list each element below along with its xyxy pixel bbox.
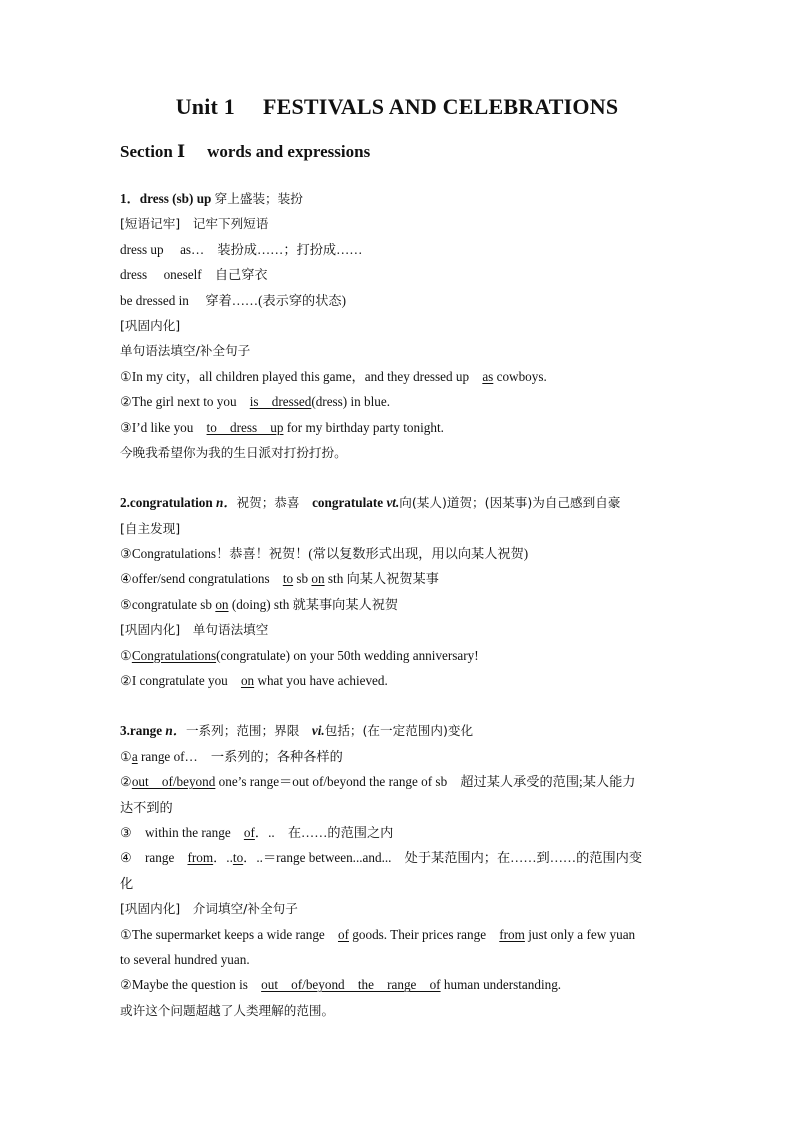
item-heading xyxy=(120,186,676,211)
exercise-sentence xyxy=(120,668,676,693)
part-of-speech: n． xyxy=(215,495,237,511)
section-heading xyxy=(120,142,370,162)
vocabulary-content xyxy=(120,186,676,1023)
phrase-line xyxy=(120,845,676,870)
phrase-line-continued: 化 xyxy=(120,875,134,891)
part-of-speech: vi. xyxy=(311,723,325,739)
vocab-item-range xyxy=(120,718,676,1023)
exercise-sentence-continued: to several hundred yuan. xyxy=(120,951,250,967)
exercise-sentence xyxy=(120,643,676,668)
sentence-text: human understanding. xyxy=(440,977,562,993)
sentence-text: (congratulate) on your 50th wedding anniversary! xyxy=(216,647,479,663)
phrase-text: ④ range xyxy=(120,850,188,866)
phrase-line xyxy=(120,769,676,794)
item-meaning: 一系列；范围；界限 xyxy=(185,723,312,739)
sentence-text: ②I congratulate you xyxy=(120,673,241,689)
note-label: [巩固内化] xyxy=(120,317,181,333)
answer-blank: as xyxy=(482,368,494,384)
exercise-sentence xyxy=(120,389,676,414)
sentence-text: ③I’d like you xyxy=(120,419,207,435)
phrase-text: (doing) sth 就某事向某人祝贺 xyxy=(228,596,399,612)
answer-blank: a xyxy=(131,748,138,764)
phrase-text: ．.. 在……的范围之内 xyxy=(254,824,394,840)
phrase-text: one’s range＝out of/beyond the range of sb 超过某人承受的范围;某人能力 xyxy=(215,774,636,790)
answer-blank: on xyxy=(240,673,255,689)
sentence-text: cowboys. xyxy=(493,368,547,384)
answer-blank: out of/beyond the range of xyxy=(261,977,441,993)
sentence-text: goods. Their prices range xyxy=(348,926,500,942)
sentence-text: just only a few yuan xyxy=(524,926,636,942)
section-name: words and expressions xyxy=(207,142,371,161)
phrase-line: ③Congratulations！恭喜！祝贺！(常以复数形式出现，用以向某人祝贺) xyxy=(120,546,529,562)
note-label: [短语记牢] 记牢下列短语 xyxy=(120,216,269,232)
task-instruction: 单句语法填空/补全句子 xyxy=(120,343,251,359)
unit-number: Unit 1 xyxy=(175,94,235,119)
sentence-text: (dress) in blue. xyxy=(311,394,391,410)
phrase-line-continued: 达不到的 xyxy=(120,799,173,815)
item-term: 3.range xyxy=(120,723,163,739)
answer-blank: to dress up xyxy=(206,419,284,435)
answer-blank: is dressed xyxy=(249,394,312,410)
phrase-text: range of… 一系列的；各种各样的 xyxy=(137,748,343,764)
answer-blank: on xyxy=(311,571,325,587)
exercise-sentence xyxy=(120,415,676,440)
answer-blank: of xyxy=(243,824,255,840)
item-heading xyxy=(120,490,676,515)
sentence-text: ① xyxy=(120,647,132,663)
translation: 今晚我希望你为我的生日派对打扮打扮。 xyxy=(120,444,347,460)
note-label: [巩固内化] 单句语法填空 xyxy=(120,622,269,638)
phrase-line: be dressed in 穿着……(表示穿的状态) xyxy=(120,292,346,308)
part-of-speech: vt. xyxy=(386,495,400,511)
unit-name: FESTIVALS AND CELEBRATIONS xyxy=(262,94,619,119)
answer-blank: to xyxy=(282,571,294,587)
vocab-item-dress xyxy=(120,186,676,465)
phrase-text: ．.. xyxy=(213,850,233,866)
sentence-text: ②The girl next to you xyxy=(120,394,250,410)
item-meaning: 穿上盛装；装扮 xyxy=(214,191,303,206)
sentence-text: what you have achieved. xyxy=(254,673,388,689)
note-label: [巩固内化] 介词填空/补全句子 xyxy=(120,901,298,917)
phrase-text: sb xyxy=(293,571,312,587)
answer-blank: from xyxy=(499,926,525,942)
vocab-item-congratulation xyxy=(120,490,676,693)
answer-blank: to xyxy=(232,850,244,866)
exercise-sentence xyxy=(120,364,676,389)
item-number: 1． xyxy=(120,191,140,206)
answer-blank: from xyxy=(187,850,214,866)
item-term: congratulate xyxy=(312,495,384,511)
item-term: dress (sb) up xyxy=(139,191,212,206)
unit-title xyxy=(0,94,794,120)
item-meaning: 包括；(在一定范围内)变化 xyxy=(324,723,474,739)
phrase-line: dress up as… 装扮成……；打扮成…… xyxy=(120,241,363,257)
phrase-text: ② xyxy=(120,774,132,790)
answer-blank: of xyxy=(337,926,349,942)
phrase-line xyxy=(120,566,676,591)
phrase-text: sth 向某人祝贺某事 xyxy=(324,571,439,587)
sentence-text: ①In my city，all children played this game，and they dressed up xyxy=(120,368,483,384)
item-meaning: 祝贺；恭喜 xyxy=(236,495,313,511)
item-term: 2.congratulation xyxy=(120,495,213,511)
exercise-sentence xyxy=(120,922,676,947)
note-label: [自主发现] xyxy=(120,520,181,536)
phrase-line xyxy=(120,592,676,617)
item-meaning: 向(某人)道贺；(因某事)为自己感到自豪 xyxy=(399,495,621,511)
phrase-text: ③ within the range xyxy=(120,824,244,840)
sentence-text: for my birthday party tonight. xyxy=(283,419,444,435)
answer-blank: Congratulations xyxy=(131,647,217,663)
sentence-text: ①The supermarket keeps a wide range xyxy=(120,926,338,942)
part-of-speech: n． xyxy=(165,723,186,739)
phrase-text: ⑤congratulate sb xyxy=(120,596,216,612)
phrase-text: ① xyxy=(120,748,132,764)
answer-blank: out of/beyond xyxy=(131,774,216,790)
exercise-sentence xyxy=(120,972,676,997)
phrase-line xyxy=(120,820,676,845)
translation: 或许这个问题超越了人类理解的范围。 xyxy=(120,1002,335,1018)
phrase-text: ④offer/send congratulations xyxy=(120,571,283,587)
item-heading xyxy=(120,718,676,743)
phrase-line: dress oneself 自己穿衣 xyxy=(120,267,268,283)
answer-blank: on xyxy=(215,596,229,612)
sentence-text: ②Maybe the question is xyxy=(120,977,262,993)
phrase-line xyxy=(120,744,676,769)
section-label: Section Ⅰ xyxy=(120,142,186,161)
phrase-text: ．..＝range between...and... 处于某范围内；在……到……的范围内变 xyxy=(243,850,643,866)
